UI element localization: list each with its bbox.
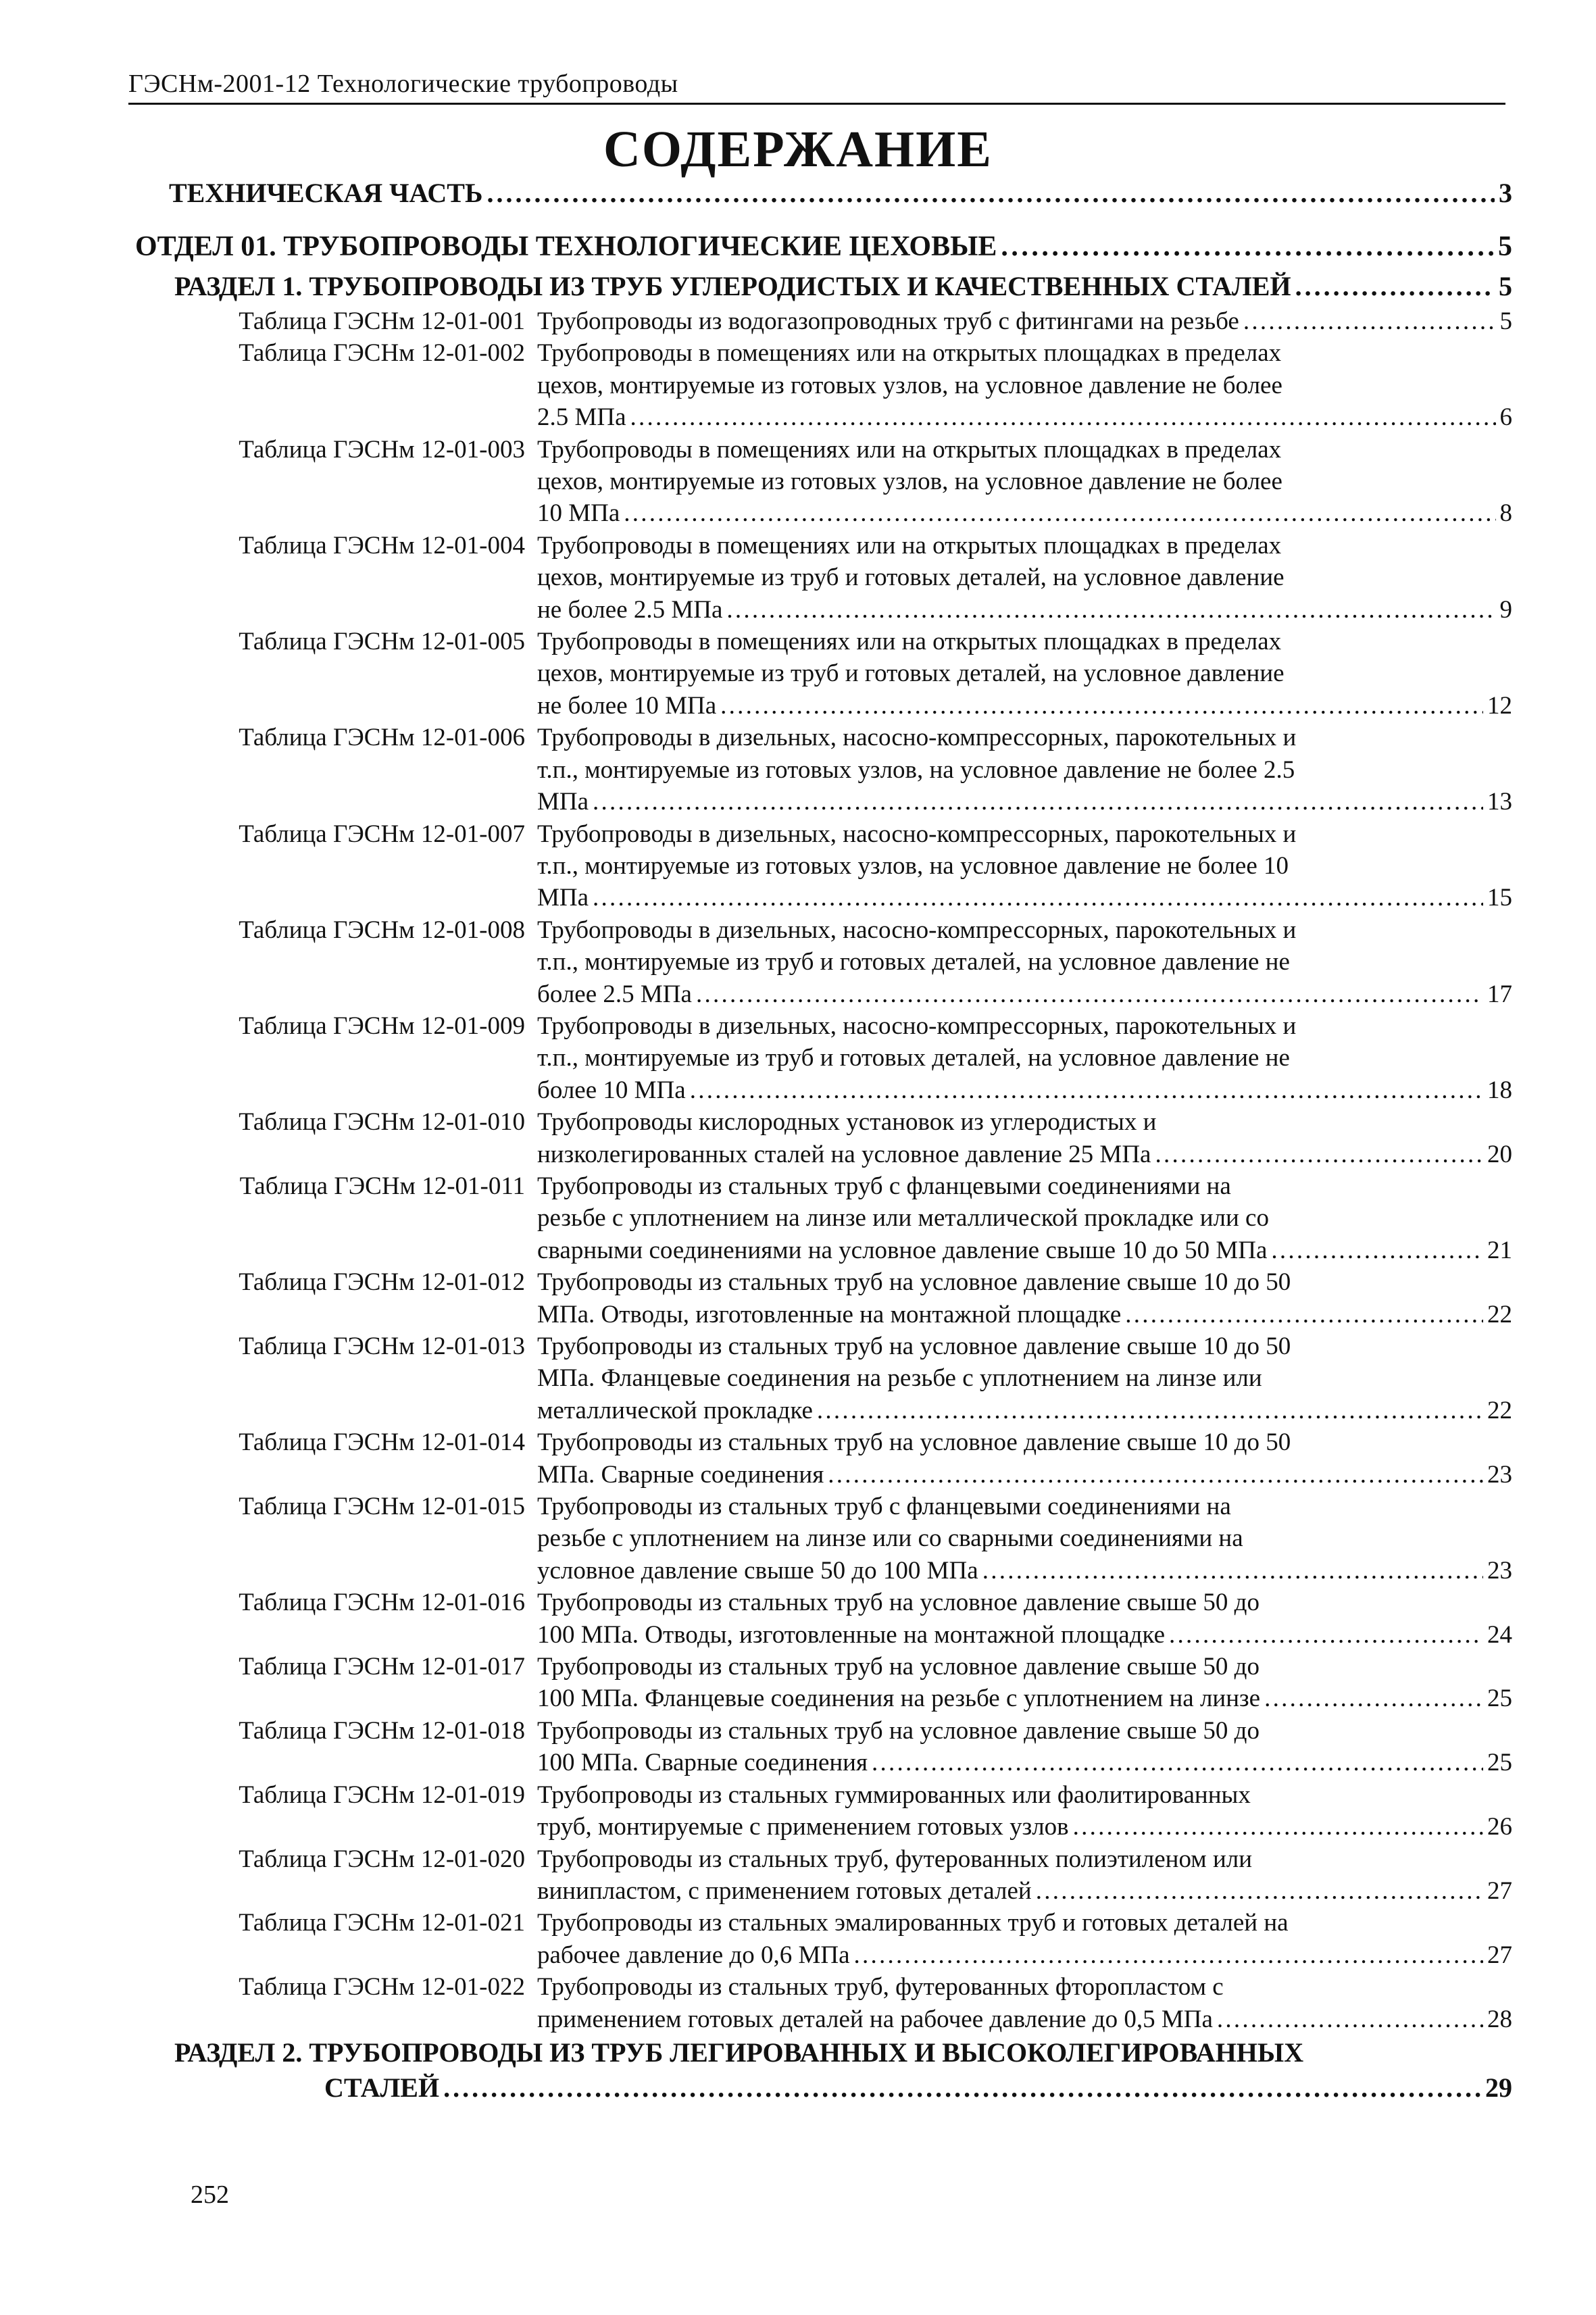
toc-table-description: [537, 626, 1512, 722]
toc-table-description-line: Трубопроводы в дизельных, насосно-компрессорных, парокотельных и: [537, 916, 1297, 944]
toc-table-label: Таблица ГЭСНм 12-01-004: [239, 531, 525, 559]
toc-table-label: Таблица ГЭСНм 12-01-017: [239, 1653, 525, 1681]
toc-table-description-line: более 2.5 МПа: [537, 980, 692, 1008]
toc-table-description: [537, 914, 1512, 1010]
dot-leader: [1073, 1811, 1483, 1843]
dot-leader: [726, 594, 1495, 626]
toc-table-last-line: [537, 497, 1512, 529]
toc-table-page: 13: [1487, 788, 1512, 816]
toc-table-description-line: Трубопроводы из стальных труб на условное давление свыше 50 до: [537, 1716, 1260, 1745]
toc-table-page: 8: [1499, 499, 1512, 528]
toc-technical-part-page: 3: [1499, 178, 1512, 208]
toc-table-label: Таблица ГЭСНм 12-01-007: [239, 820, 525, 848]
toc-table-description-line: 2.5 МПа: [537, 403, 626, 432]
toc-table-last-line: [537, 786, 1512, 818]
dot-leader: [1295, 268, 1495, 305]
toc-table-last-line: [537, 594, 1512, 626]
dot-leader: [828, 1459, 1483, 1491]
toc-table-description-line: Трубопроводы в дизельных, насосно-компрессорных, парокотельных и: [537, 724, 1297, 752]
toc-table-entry[interactable]: [0, 914, 1512, 1010]
toc-table-entry[interactable]: [0, 1170, 1512, 1266]
toc-table-label: Таблица ГЭСНм 12-01-014: [239, 1428, 525, 1457]
toc-table-entry[interactable]: [0, 1971, 1512, 2035]
toc-table-last-line: [537, 978, 1512, 1010]
toc-table-last-line: [537, 1747, 1512, 1778]
toc-table-entry[interactable]: [0, 530, 1512, 626]
toc-table-description-line: МПа. Отводы, изготовленные на монтажной площадке: [537, 1300, 1122, 1328]
dot-leader: [624, 497, 1495, 529]
toc-table-page: 18: [1487, 1076, 1512, 1104]
toc-table-label: Таблица ГЭСНм 12-01-006: [239, 724, 525, 752]
toc-table-entries: [0, 305, 1596, 2035]
dot-leader: [817, 1395, 1483, 1426]
toc-table-description-line: Трубопроводы из стальных труб на условное давление свыше 50 до: [537, 1589, 1260, 1617]
page-title: СОДЕРЖАНИЕ: [603, 121, 993, 178]
toc-table-description: [537, 337, 1512, 433]
toc-table-description-line: сварными соединениями на условное давление свыше 10 до 50 МПа: [537, 1236, 1268, 1264]
toc-table-description-line: 100 МПа. Отводы, изготовленные на монтажной площадке: [537, 1620, 1166, 1649]
toc-technical-part[interactable]: [169, 174, 1512, 212]
toc-otdel-01-text: ОТДЕЛ 01. ТРУБОПРОВОДЫ ТЕХНОЛОГИЧЕСКИЕ ЦЕХОВЫЕ: [135, 231, 997, 262]
toc-razdel-2-page: 29: [1485, 2072, 1512, 2103]
toc-table-description-line: труб, монтируемые с применением готовых узлов: [537, 1813, 1069, 1841]
toc-table-entry[interactable]: [0, 818, 1512, 914]
toc-table-description-line: Трубопроводы из стальных труб на условное давление свыше 50 до: [537, 1653, 1260, 1681]
toc-table-entry[interactable]: [0, 1010, 1512, 1106]
toc-table-description-line: Трубопроводы из стальных труб с фланцевыми соединениями на: [537, 1172, 1231, 1200]
toc-table-description-line: условное давление свыше 50 до 100 МПа: [537, 1556, 978, 1585]
toc-razdel-2-text-line1: РАЗДЕЛ 2. ТРУБОПРОВОДЫ ИЗ ТРУБ ЛЕГИРОВАННЫХ И ВЫСОКОЛЕГИРОВАННЫХ: [174, 2037, 1304, 2068]
toc-table-last-line: [537, 1683, 1512, 1714]
toc-table-page: 5: [1499, 307, 1512, 335]
dot-leader: [854, 1939, 1484, 1971]
toc-table-page: 22: [1487, 1396, 1512, 1424]
dot-leader: [1169, 1619, 1483, 1651]
toc-table-description-line: Трубопроводы в помещениях или на открытых площадках в пределах: [537, 339, 1282, 368]
toc-table-description-line: более 10 МПа: [537, 1076, 686, 1104]
dot-leader: [1271, 1235, 1483, 1266]
toc-table-label: Таблица ГЭСНм 12-01-005: [239, 628, 525, 656]
toc-table-description: [537, 1779, 1512, 1843]
toc-table-page: 6: [1499, 403, 1512, 432]
toc-table-entry[interactable]: [0, 1587, 1512, 1651]
toc-table-last-line: [537, 1811, 1512, 1843]
toc-table-description: [537, 1651, 1512, 1715]
toc-table-label: Таблица ГЭСНм 12-01-022: [239, 1973, 525, 2001]
toc-table-description-line: Трубопроводы из стальных труб на условное давление свыше 10 до 50: [537, 1428, 1291, 1457]
toc-table-page: 28: [1487, 2005, 1512, 2033]
toc-table-entry[interactable]: [0, 1651, 1512, 1715]
toc-table-entry[interactable]: [0, 722, 1512, 818]
dot-leader: [1125, 1299, 1483, 1330]
toc-table-description-line: 10 МПа: [537, 499, 620, 528]
toc-razdel-2-text-line2: СТАЛЕЙ: [324, 2072, 440, 2103]
toc-table-description-line: 100 МПа. Сварные соединения: [537, 1749, 868, 1777]
toc-table-entry[interactable]: [0, 1715, 1512, 1779]
toc-table-page: 27: [1487, 1876, 1512, 1905]
toc-technical-part-text: ТЕХНИЧЕСКАЯ ЧАСТЬ: [169, 178, 483, 208]
dot-leader: [1243, 305, 1496, 337]
table-of-contents: [0, 174, 1596, 2106]
toc-table-last-line: [537, 1074, 1512, 1106]
dot-leader: [690, 1074, 1483, 1106]
dot-leader: [872, 1747, 1483, 1778]
toc-table-entry[interactable]: [0, 305, 1512, 337]
toc-table-entry[interactable]: [0, 1266, 1512, 1330]
dot-leader: [696, 978, 1483, 1010]
toc-table-description-line: резьбе с уплотнением на линзе или со сварными соединениями на: [537, 1524, 1243, 1553]
toc-table-label: Таблица ГЭСНм 12-01-015: [239, 1493, 525, 1521]
toc-table-description-line: Трубопроводы из стальных труб на условное давление свыше 10 до 50: [537, 1333, 1291, 1360]
toc-table-description-line: цехов, монтируемые из труб и готовых деталей, на условное давление: [537, 564, 1285, 592]
toc-table-last-line: [537, 1555, 1512, 1587]
toc-table-description-line: Трубопроводы в дизельных, насосно-компрессорных, парокотельных и: [537, 820, 1297, 848]
toc-table-label: Таблица ГЭСНм 12-01-013: [239, 1333, 525, 1360]
page-number: 252: [191, 2181, 229, 2209]
toc-table-last-line: [537, 2003, 1512, 2035]
toc-table-page: 9: [1499, 595, 1512, 624]
dot-leader: [720, 690, 1483, 722]
toc-table-description-line: Трубопроводы из стальных гуммированных или фаолитированных: [537, 1781, 1251, 1809]
toc-table-description-line: МПа: [537, 884, 589, 912]
toc-table-label: Таблица ГЭСНм 12-01-019: [239, 1781, 525, 1809]
toc-table-page: 22: [1487, 1300, 1512, 1328]
dot-leader: [1217, 2003, 1483, 2035]
toc-table-label: Таблица ГЭСНм 12-01-008: [239, 916, 525, 944]
toc-table-label: Таблица ГЭСНм 12-01-009: [239, 1012, 525, 1040]
toc-razdel-2[interactable]: [174, 2035, 1512, 2106]
toc-table-description: [537, 530, 1512, 626]
toc-table-description-line: Трубопроводы из стальных труб, футерованных полиэтиленом или: [537, 1845, 1253, 1873]
toc-table-description-line: цехов, монтируемые из готовых узлов, на условное давление не более: [537, 468, 1282, 496]
toc-table-description-line: не более 10 МПа: [537, 691, 717, 720]
toc-table-description: [537, 305, 1512, 337]
toc-table-entry[interactable]: [0, 1330, 1512, 1426]
toc-table-label: Таблица ГЭСНм 12-01-001: [239, 307, 525, 335]
toc-table-description-line: т.п., монтируемые из труб и готовых деталей, на условное давление не: [537, 1044, 1290, 1072]
toc-table-entry[interactable]: [0, 434, 1512, 530]
toc-table-description-line: т.п., монтируемые из готовых узлов, на условное давление не более 2.5: [537, 755, 1295, 784]
toc-table-last-line: [537, 1139, 1512, 1170]
toc-table-label: Таблица ГЭСНм 12-01-018: [239, 1716, 525, 1745]
toc-table-page: 23: [1487, 1460, 1512, 1489]
toc-table-entry[interactable]: [0, 626, 1512, 722]
toc-table-page: 25: [1487, 1749, 1512, 1777]
toc-table-description: [537, 1843, 1512, 1908]
toc-table-description: [537, 1587, 1512, 1651]
toc-table-label: Таблица ГЭСНм 12-01-011: [239, 1172, 525, 1200]
toc-table-last-line: [537, 305, 1512, 337]
toc-table-last-line: [537, 401, 1512, 433]
toc-table-description-line: Трубопроводы из стальных эмалированных труб и готовых деталей на: [537, 1909, 1289, 1937]
toc-table-description-line: Трубопроводы в помещениях или на открытых площадках в пределах: [537, 435, 1282, 464]
toc-table-description-line: металлической прокладке: [537, 1396, 813, 1424]
header-divider: [128, 103, 1505, 105]
toc-table-description-line: рабочее давление до 0,6 МПа: [537, 1941, 850, 1969]
toc-table-description: [537, 1426, 1512, 1491]
toc-table-label: Таблица ГЭСНм 12-01-016: [239, 1589, 525, 1617]
dot-leader: [1155, 1139, 1483, 1170]
toc-table-entry[interactable]: [0, 1426, 1512, 1491]
toc-table-description: [537, 1971, 1512, 2035]
toc-table-description-line: цехов, монтируемые из готовых узлов, на условное давление не более: [537, 371, 1282, 399]
toc-table-entry[interactable]: [0, 1907, 1512, 1971]
toc-table-description: [537, 1106, 1512, 1170]
toc-table-last-line: [537, 1875, 1512, 1907]
toc-razdel-1-page: 5: [1499, 271, 1512, 301]
toc-table-entry[interactable]: [0, 1106, 1512, 1170]
toc-table-description-line: Трубопроводы из стальных труб на условное давление свыше 10 до 50: [537, 1268, 1291, 1297]
toc-table-last-line: [537, 1235, 1512, 1266]
toc-table-description-line: т.п., монтируемые из готовых узлов, на условное давление не более 10: [537, 851, 1289, 880]
toc-table-page: 26: [1487, 1813, 1512, 1841]
dot-leader: [1001, 226, 1494, 268]
toc-otdel-01-page: 5: [1498, 231, 1512, 262]
toc-table-description: [537, 434, 1512, 530]
toc-table-description-line: резьбе с уплотнением на линзе или металлической прокладке или со: [537, 1204, 1269, 1233]
toc-table-page: 24: [1487, 1620, 1512, 1649]
dot-leader: [630, 401, 1496, 433]
toc-table-description-line: Трубопроводы в помещениях или на открытых площадках в пределах: [537, 628, 1282, 656]
toc-table-description: [537, 1491, 1512, 1587]
toc-table-description: [537, 1266, 1512, 1330]
toc-table-page: 17: [1487, 980, 1512, 1008]
toc-table-description: [537, 818, 1512, 914]
dot-leader: [443, 2070, 1481, 2106]
toc-table-last-line: [537, 1395, 1512, 1426]
toc-table-page: 15: [1487, 884, 1512, 912]
toc-table-description: [537, 1715, 1512, 1779]
toc-table-page: 23: [1487, 1556, 1512, 1585]
toc-table-description: [537, 1330, 1512, 1426]
running-header: ГЭСНм-2001-12 Технологические трубопроводы: [128, 70, 678, 98]
toc-table-page: 27: [1487, 1941, 1512, 1969]
toc-table-description-line: Трубопроводы из водогазопроводных труб с фитингами на резьбе: [537, 307, 1239, 335]
toc-table-description-line: МПа. Фланцевые соединения на резьбе с уплотнением на линзе или: [537, 1364, 1262, 1393]
toc-table-last-line: [537, 690, 1512, 722]
toc-table-page: 20: [1487, 1140, 1512, 1168]
toc-table-description: [537, 722, 1512, 818]
dot-leader: [1264, 1683, 1483, 1714]
toc-table-description-line: МПа. Сварные соединения: [537, 1460, 824, 1489]
toc-table-description: [537, 1907, 1512, 1971]
toc-table-last-line: [537, 1619, 1512, 1651]
toc-table-description-line: Трубопроводы в дизельных, насосно-компрессорных, парокотельных и: [537, 1012, 1297, 1040]
dot-leader: [593, 786, 1483, 818]
dot-leader: [593, 882, 1483, 914]
toc-table-last-line: [537, 882, 1512, 914]
toc-razdel-1-text: РАЗДЕЛ 1. ТРУБОПРОВОДЫ ИЗ ТРУБ УГЛЕРОДИСТЫХ И КАЧЕСТВЕННЫХ СТАЛЕЙ: [174, 271, 1291, 301]
toc-table-label: Таблица ГЭСНм 12-01-010: [239, 1108, 525, 1137]
toc-table-page: 25: [1487, 1685, 1512, 1713]
toc-table-entry[interactable]: [0, 1491, 1512, 1587]
toc-table-entry[interactable]: [0, 1843, 1512, 1908]
dot-leader: [487, 174, 1495, 212]
toc-table-label: Таблица ГЭСНм 12-01-003: [239, 435, 525, 464]
toc-table-description-line: низколегированных сталей на условное давление 25 МПа: [537, 1140, 1151, 1168]
dot-leader: [982, 1555, 1483, 1587]
toc-table-description-line: не более 2.5 МПа: [537, 595, 723, 624]
toc-table-label: Таблица ГЭСНм 12-01-002: [239, 339, 525, 368]
toc-table-description-line: Трубопроводы из стальных труб, футерованных фторопластом с: [537, 1973, 1224, 2001]
toc-table-description-line: применением готовых деталей на рабочее давление до 0,5 МПа: [537, 2005, 1213, 2033]
toc-table-entry[interactable]: [0, 337, 1512, 433]
toc-table-last-line: [537, 1939, 1512, 1971]
toc-razdel-1[interactable]: [174, 268, 1512, 305]
toc-table-entry[interactable]: [0, 1779, 1512, 1843]
toc-table-description-line: т.п., монтируемые из труб и готовых деталей, на условное давление не: [537, 948, 1290, 976]
toc-table-description-line: 100 МПа. Фланцевые соединения на резьбе с уплотнением на линзе: [537, 1685, 1261, 1713]
toc-table-label: Таблица ГЭСНм 12-01-012: [239, 1268, 525, 1297]
toc-table-last-line: [537, 1299, 1512, 1330]
toc-table-last-line: [537, 1459, 1512, 1491]
toc-table-page: 12: [1487, 691, 1512, 720]
toc-otdel-01[interactable]: [135, 226, 1512, 268]
toc-table-description-line: винипластом, с применением готовых деталей: [537, 1876, 1032, 1905]
dot-leader: [1036, 1875, 1483, 1907]
toc-table-description-line: цехов, монтируемые из труб и готовых деталей, на условное давление: [537, 659, 1285, 688]
toc-table-description-line: Трубопроводы из стальных труб с фланцевыми соединениями на: [537, 1493, 1231, 1521]
toc-table-description: [537, 1010, 1512, 1106]
toc-table-label: Таблица ГЭСНм 12-01-021: [239, 1909, 525, 1937]
toc-table-label: Таблица ГЭСНм 12-01-020: [239, 1845, 525, 1873]
toc-table-description: [537, 1170, 1512, 1266]
toc-table-description-line: Трубопроводы в помещениях или на открытых площадках в пределах: [537, 531, 1282, 559]
toc-table-description-line: МПа: [537, 788, 589, 816]
toc-table-page: 21: [1487, 1236, 1512, 1264]
toc-table-description-line: Трубопроводы кислородных установок из углеродистых и: [537, 1108, 1157, 1137]
